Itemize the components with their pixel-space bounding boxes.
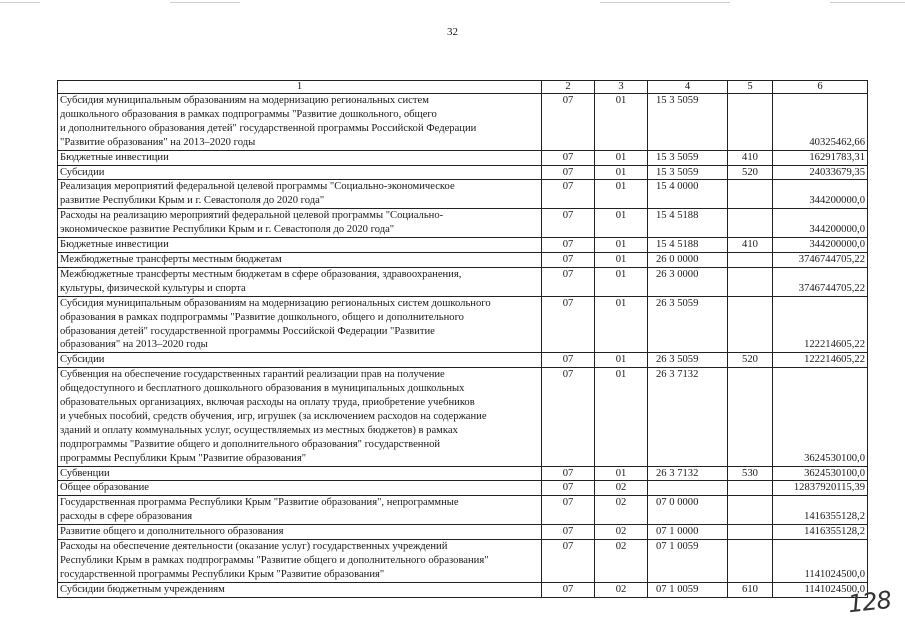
budget-table [57,80,868,598]
subsection-code-cell: 01 [595,267,648,296]
row-name-cell [58,368,542,466]
amount-cell: 12837920115,39 [773,481,868,496]
row-name-cell [58,238,542,253]
table-row [58,296,868,353]
section-code-cell: 07 [542,252,595,267]
table-row [58,540,868,583]
subsection-code-cell: 01 [595,466,648,481]
row-name-line: Государственная программа Республики Крым "Развитие образования", непрограммные [60,497,459,509]
column-header-name: 1 [58,81,542,94]
row-name-line: образования в рамках подпрограммы "Развитие дошкольного, общего и дополнительного [60,311,464,323]
table-row [58,94,868,151]
expense-type-cell [728,252,773,267]
table-row [58,209,868,238]
scan-edge-line [830,2,905,3]
section-code-cell: 07 [542,94,595,151]
table-row [58,496,868,525]
expense-type-cell [728,209,773,238]
section-code-cell: 07 [542,180,595,209]
subsection-code-cell: 02 [595,481,648,496]
amount-cell: 122214605,22 [773,353,868,368]
target-article-cell: 07 1 0000 [648,525,728,540]
row-name-cell [58,466,542,481]
target-article-cell: 15 3 5059 [648,150,728,165]
row-name-line: Расходы на реализацию мероприятий федеральной целевой программы "Социально- [60,210,444,222]
row-name-cell [58,165,542,180]
amount-cell: 344200000,0 [773,209,868,238]
row-name-line: Субвенция на обеспечение государственных гарантий реализации прав на получение [60,369,445,381]
amount-cell: 1416355128,2 [773,496,868,525]
row-name-line: образовательных организациях, включая расходы на оплату труда, приобретение учебников [60,397,475,409]
target-article-cell [648,481,728,496]
target-article-cell: 26 3 5059 [648,353,728,368]
amount-cell: 3746744705,22 [773,267,868,296]
expense-type-cell: 410 [728,238,773,253]
section-code-cell: 07 [542,368,595,466]
table-row [58,353,868,368]
row-name-line: Субсидии [60,166,105,178]
expense-type-cell [728,94,773,151]
section-code-cell: 07 [542,496,595,525]
section-code-cell: 07 [542,353,595,368]
budget-table-body [58,81,868,598]
expense-type-cell [728,296,773,353]
target-article-cell: 15 4 0000 [648,180,728,209]
section-code-cell: 07 [542,296,595,353]
expense-type-cell [728,496,773,525]
target-article-cell: 26 3 0000 [648,267,728,296]
table-row [58,368,868,466]
target-article-cell: 15 3 5059 [648,94,728,151]
row-name-cell [58,267,542,296]
target-article-cell: 15 4 5188 [648,238,728,253]
subsection-code-cell: 01 [595,368,648,466]
target-article-cell: 07 1 0059 [648,540,728,583]
row-name-line: развитие Республики Крым и г. Севастополя до 2020 года" [60,195,325,207]
row-name-line: расходы в сфере образования [60,511,193,523]
subsection-code-cell: 02 [595,525,648,540]
expense-type-cell [728,481,773,496]
row-name-cell [58,209,542,238]
target-article-cell: 15 4 5188 [648,209,728,238]
row-name-cell [58,296,542,353]
subsection-code-cell: 01 [595,238,648,253]
expense-type-cell [728,540,773,583]
row-name-line: культуры, физической культуры и спорта [60,282,246,294]
row-name-line: экономическое развитие Республики Крым и г. Севастополя до 2020 года" [60,224,395,236]
row-name-line: Межбюджетные трансферты местным бюджетам [60,253,282,265]
expense-type-cell [728,368,773,466]
row-name-line: образования детей" государственной программы Российской Федерации "Развитие [60,325,435,337]
row-name-line: Бюджетные инвестиции [60,151,169,163]
amount-cell: 3746744705,22 [773,252,868,267]
section-code-cell: 07 [542,466,595,481]
column-header-section: 2 [542,81,595,94]
row-name-line: программы Республики Крым "Развитие образования" [60,452,307,464]
target-article-cell: 07 0 0000 [648,496,728,525]
table-row [58,252,868,267]
table-row [58,238,868,253]
target-article-cell: 26 0 0000 [648,252,728,267]
expense-type-cell: 520 [728,353,773,368]
row-name-cell [58,150,542,165]
amount-cell: 40325462,66 [773,94,868,151]
row-name-line: Субсидия муниципальным образованиям на модернизацию региональных систем дошкольного [60,297,491,309]
column-header-subsection: 3 [595,81,648,94]
row-name-cell [58,94,542,151]
row-name-line: общедоступного и бесплатного дошкольного образования в муниципальных дошкольных [60,383,465,395]
subsection-code-cell: 02 [595,496,648,525]
table-row [58,481,868,496]
row-name-line: Общее образование [60,482,149,494]
section-code-cell: 07 [542,481,595,496]
row-name-line: Реализация мероприятий федеральной целевой программы "Социально-экономическое [60,181,455,193]
handwritten-page-number: 128 [846,585,893,619]
row-name-line: зданий и оплату коммунальных услуг, осуществляемых из местных бюджетов) в рамках [60,424,458,436]
target-article-cell: 26 3 7132 [648,368,728,466]
row-name-cell [58,582,542,597]
section-code-cell: 07 [542,267,595,296]
target-article-cell: 07 1 0059 [648,582,728,597]
section-code-cell: 07 [542,525,595,540]
section-code-cell: 07 [542,540,595,583]
table-row [58,525,868,540]
row-name-line: Субсидии [60,354,105,366]
row-name-cell [58,353,542,368]
scan-edge-line [600,2,730,3]
subsection-code-cell: 02 [595,540,648,583]
scan-edge-line [170,2,240,3]
target-article-cell: 26 3 5059 [648,296,728,353]
amount-cell: 122214605,22 [773,296,868,353]
subsection-code-cell: 01 [595,165,648,180]
target-article-cell: 26 3 7132 [648,466,728,481]
row-name-line: и дополнительного образования детей" государственной программы Российской Федерации [60,122,477,134]
subsection-code-cell: 01 [595,252,648,267]
table-row [58,582,868,597]
section-code-cell: 07 [542,209,595,238]
subsection-code-cell: 01 [595,296,648,353]
amount-cell: 344200000,0 [773,180,868,209]
subsection-code-cell: 02 [595,582,648,597]
amount-cell: 3624530100,0 [773,368,868,466]
section-code-cell: 07 [542,238,595,253]
row-name-line: Республики Крым в рамках подпрограммы "Развитие общего и дополнительного образования" [60,555,489,566]
column-header-amount: 6 [773,81,868,94]
row-name-cell [58,540,542,583]
target-article-cell: 15 3 5059 [648,165,728,180]
table-row [58,180,868,209]
expense-type-cell [728,180,773,209]
amount-cell: 1141024500,0 [773,582,868,597]
table-row [58,150,868,165]
scan-edge-line [0,2,40,3]
row-name-line: образования" на 2013–2020 годы [60,339,208,351]
section-code-cell: 07 [542,165,595,180]
table-row [58,466,868,481]
row-name-line: Субсидия муниципальным образованиям на модернизацию региональных систем [60,95,429,106]
amount-cell: 1416355128,2 [773,525,868,540]
column-header-expense-type: 5 [728,81,773,94]
row-name-cell [58,525,542,540]
row-name-line: и учебных пособий, средств обучения, игр, игрушек (за исключением расходов на содержание [60,410,487,422]
row-name-line: Межбюджетные трансферты местным бюджетам в сфере образования, здравоохранения, [60,268,462,280]
amount-cell: 344200000,0 [773,238,868,253]
subsection-code-cell: 01 [595,209,648,238]
subsection-code-cell: 01 [595,180,648,209]
expense-type-cell: 520 [728,165,773,180]
expense-type-cell: 610 [728,582,773,597]
section-code-cell: 07 [542,150,595,165]
row-name-line: государственной программы Республики Крым "Развитие образования" [60,568,385,580]
subsection-code-cell: 01 [595,150,648,165]
row-name-cell [58,481,542,496]
row-name-line: Развитие общего и дополнительного образования [60,526,284,538]
row-name-cell [58,496,542,525]
table-row [58,165,868,180]
row-name-line: дошкольного образования в рамках подпрограммы "Развитие дошкольного, общего [60,108,437,120]
row-name-cell [58,252,542,267]
expense-type-cell [728,525,773,540]
row-name-line: подпрограммы "Развитие общего и дополнительного образования" государственной [60,438,441,450]
row-name-line: Бюджетные инвестиции [60,239,169,251]
row-name-line: Субсидии бюджетным учреждениям [60,583,225,595]
row-name-line: "Развитие образования" на 2013–2020 годы [60,136,256,148]
row-name-line: Субвенции [60,467,110,479]
subsection-code-cell: 01 [595,94,648,151]
amount-cell: 3624530100,0 [773,466,868,481]
column-header-target-article: 4 [648,81,728,94]
section-code-cell: 07 [542,582,595,597]
table-row [58,267,868,296]
page-number: 32 [447,26,458,38]
row-name-cell [58,180,542,209]
subsection-code-cell: 01 [595,353,648,368]
row-name-line: Расходы на обеспечение деятельности (оказание услуг) государственных учреждений [60,541,448,553]
expense-type-cell: 530 [728,466,773,481]
table-header-row [58,81,868,94]
amount-cell: 16291783,31 [773,150,868,165]
expense-type-cell: 410 [728,150,773,165]
expense-type-cell [728,267,773,296]
amount-cell: 24033679,35 [773,165,868,180]
amount-cell: 1141024500,0 [773,540,868,583]
